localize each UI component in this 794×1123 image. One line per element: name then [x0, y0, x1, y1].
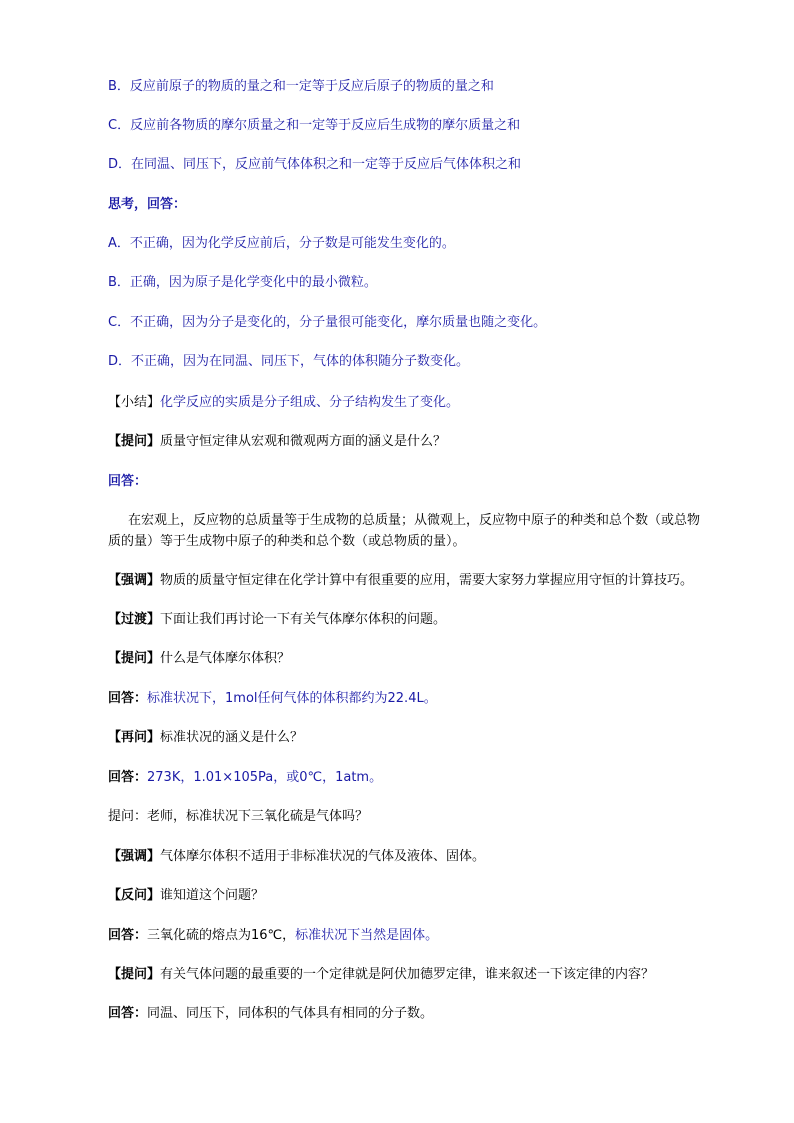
counter-question-line: [108, 886, 748, 906]
emphasis-line-2: [108, 847, 748, 867]
question-label-2: 【提问】: [108, 651, 161, 666]
question-line-3: [108, 965, 748, 985]
summary-label: 【小结】: [108, 395, 161, 410]
answer-text-4: 同温、同压下，同体积的气体具有相同的分子数。: [147, 1006, 434, 1021]
answer-text-3b: 标准状况下当然是固体。: [295, 928, 439, 943]
answer-a: A．不正确，因为化学反应前后，分子数是可能发生变化的。: [108, 236, 455, 251]
reask-line: [108, 728, 748, 748]
answer-line-2: [108, 768, 748, 788]
question-line-1: [108, 432, 748, 452]
think-answer-heading: 思考，回答：: [108, 197, 187, 212]
answer-c: C．不正确，因为分子是变化的，分子量很可能变化，摩尔质量也随之变化。: [108, 315, 547, 330]
transition-text: 下面让我们再讨论一下有关气体摩尔体积的问题。: [160, 612, 447, 627]
answer-label-1: 回答：: [108, 691, 148, 706]
question-label-1: 【提问】: [108, 434, 161, 449]
answer-label-3: 回答：: [108, 928, 148, 943]
counter-question-text: 谁知道这个问题？: [160, 888, 265, 903]
reask-text: 标准状况的涵义是什么？: [160, 730, 304, 745]
question-text-2: 什么是气体摩尔体积？: [160, 651, 291, 666]
emphasis-text-1: 物质的质量守恒定律在化学计算中有很重要的应用，需要大家努力掌握应用守恒的计算技巧。: [160, 573, 694, 588]
macro-micro-text-line-2: 质的量）等于生成物中原子的种类和总个数（或总物质的量）。: [108, 534, 466, 549]
emphasis-label-1: 【强调】: [108, 573, 161, 588]
emphasis-text-2: 气体摩尔体积不适用于非标准状况的气体及液体、固体。: [160, 849, 486, 864]
summary-line: [108, 393, 748, 413]
answer-d: D．不正确，因为在同温、同压下，气体的体积随分子数变化。: [108, 354, 470, 369]
question-option-d: D．在同温、同压下，反应前气体体积之和一定等于反应后气体体积之和: [108, 157, 522, 172]
transition-label: 【过渡】: [108, 612, 161, 627]
emphasis-label-2: 【强调】: [108, 849, 161, 864]
answer-text-1: 标准状况下，1mol任何气体的体积都约为22.4L。: [147, 691, 437, 706]
answer-text-2: 273K，1.01×105Pa，或0℃，1atm。: [147, 770, 383, 785]
answer-text-3a: 三氧化硫的熔点为16℃，: [147, 928, 296, 943]
question-label-3: 【提问】: [108, 967, 161, 982]
question-option-b: B．反应前原子的物质的量之和一定等于反应后原子的物质的量之和: [108, 79, 494, 94]
question-text-1: 质量守恒定律从宏观和微观两方面的涵义是什么？: [160, 434, 447, 449]
reask-label: 【再问】: [108, 730, 161, 745]
macro-micro-text-line-1: 在宏观上，反应物的总质量等于生成物的总质量；从微观上，反应物中原子的种类和总个数（或总物: [128, 513, 701, 528]
counter-question-label: 【反问】: [108, 888, 161, 903]
answer-label-2: 回答：: [108, 770, 148, 785]
answer-line-1: [108, 689, 748, 709]
answer-line-3: [108, 926, 748, 946]
answer-b: B．正确，因为原子是化学变化中的最小微粒。: [108, 275, 377, 290]
answer-label-4: 回答：: [108, 1006, 148, 1021]
transition-line: [108, 610, 748, 630]
answer-line-4: [108, 1004, 748, 1024]
answer-heading: 回答：: [108, 474, 148, 489]
question-text-3: 有关气体问题的最重要的一个定律就是阿伏加德罗定律，谁来叙述一下该定律的内容？: [160, 967, 655, 982]
question-option-c: C．反应前各物质的摩尔质量之和一定等于反应后生成物的摩尔质量之和: [108, 118, 521, 133]
emphasis-line-1: [108, 571, 748, 591]
question-line-2: [108, 649, 748, 669]
student-question-line: 提问：老师，标准状况下三氧化硫是气体吗？: [108, 809, 369, 824]
summary-text: 化学反应的实质是分子组成、分子结构发生了变化。: [160, 395, 460, 410]
